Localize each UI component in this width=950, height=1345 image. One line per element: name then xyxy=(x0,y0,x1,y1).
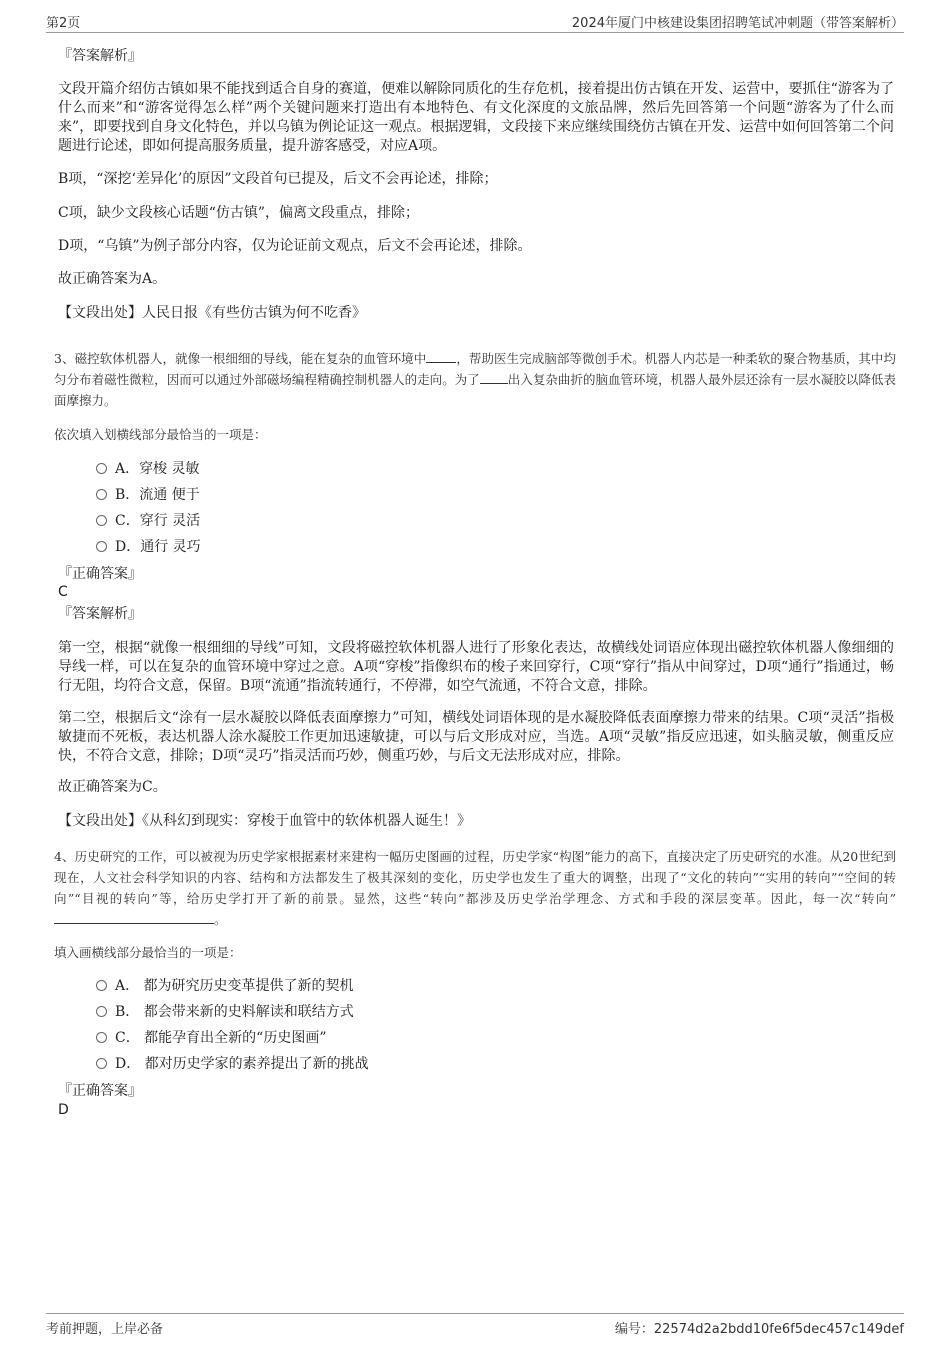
radio-button-icon[interactable] xyxy=(96,980,107,991)
option-c[interactable]: C．穿行 灵活 xyxy=(96,512,200,530)
analysis-paragraph: D项，“乌镇”为例子部分内容，仅为论证前文观点，后文不会再论述，排除。 xyxy=(58,238,532,254)
answer-blank xyxy=(54,912,214,924)
radio-button-icon[interactable] xyxy=(96,541,107,552)
option-b[interactable]: B．流通 便于 xyxy=(96,486,200,504)
radio-button-icon[interactable] xyxy=(96,1058,107,1069)
page-number: 第2页 xyxy=(46,16,81,31)
correct-answer-label: 『正确答案』 xyxy=(58,566,142,582)
analysis-paragraph: C项，缺少文段核心话题“仿古镇”，偏离文段重点，排除； xyxy=(58,205,420,221)
question-4-prompt: 填入画横线部分最恰当的一项是： xyxy=(54,945,242,960)
analysis-paragraph: 第一空，根据“就像一根细细的导线”可知，文段将磁控软体机器人进行了形象化表达，故横线处词语应体现出磁控软体机器人像细细的导线一样，可以在复杂的血管环境中穿过之意。A项“穿梭”指像织布的梭子来回穿行，C项“穿行”指从中间穿过，D项“通行”指通过，畅行无阻，均符合文意，保留。B项“流通”指流转通行，不停滞，如空气流通，不符合文意，排除。 xyxy=(58,640,894,694)
document-title: 2024年厦门中核建设集团招聘笔试冲刺题（带答案解析） xyxy=(571,16,904,31)
radio-button-icon[interactable] xyxy=(96,463,107,474)
question-3-prompt: 依次填入划横线部分最恰当的一项是： xyxy=(54,427,267,442)
radio-button-icon[interactable] xyxy=(96,1006,107,1017)
page-header xyxy=(46,12,904,33)
source-citation: 【文段出处】人民日报《有些仿古镇为何不吃香》 xyxy=(58,305,366,321)
radio-button-icon[interactable] xyxy=(96,489,107,500)
correct-answer: D xyxy=(58,1102,69,1118)
page-footer xyxy=(46,1313,904,1336)
correct-answer-label: 『正确答案』 xyxy=(58,1083,142,1099)
option-b[interactable]: B． 都会带来新的史料解读和联结方式 xyxy=(96,1003,354,1021)
question-4-text: 4、历史研究的工作，可以被视为历史学家根据素材来建构一幅历史图画的过程，历史学家“构图”能力的高下，直接决定了历史研究的水准。从20世纪到现在，人文社会科学知识的内容、结构和方法都发生了极其深刻的变化，历史学也发生了重大的调整，出现了“文化的转向”“实用的转向”“空间的转向”“目视的转向”等，给历史学打开了新的前景。显然，这些“转向”都涉及历史学治学理念、方式和手段的深层变革。因此，每一次“转向”。 xyxy=(54,849,896,927)
analysis-paragraph: 第二空，根据后文“涂有一层水凝胶以降低表面摩擦力”可知，横线处词语体现的是水凝胶降低表面摩擦力带来的结果。C项“灵活”指极敏捷而不死板，表达机器人涂水凝胶工作更加迅速敏捷，可以与后文形成对应，当选。A项“灵敏”指反应迅速，如头脑灵敏，侧重反应快，不符合文意，排除；D项“灵巧”指灵活而巧妙，侧重巧妙，与后文无法形成对应，排除。 xyxy=(58,710,894,764)
analysis-paragraph: B项，“深挖‘差异化’的原因”文段首句已提及，后文不会再论述，排除； xyxy=(58,171,498,187)
answer-conclusion: 故正确答案为C。 xyxy=(58,779,167,795)
option-a[interactable]: A．穿梭 灵敏 xyxy=(96,460,200,478)
radio-button-icon[interactable] xyxy=(96,515,107,526)
answer-conclusion: 故正确答案为A。 xyxy=(58,271,167,287)
source-citation: 【文段出处】《从科幻到现实：穿梭于血管中的软体机器人诞生！》 xyxy=(58,813,471,829)
footer-slogan: 考前押题，上岸必备 xyxy=(46,1322,164,1337)
answer-blank xyxy=(426,351,456,363)
option-d[interactable]: D．通行 灵巧 xyxy=(96,538,201,556)
option-a[interactable]: A． 都为研究历史变革提供了新的契机 xyxy=(96,977,354,995)
answer-blank xyxy=(480,372,508,384)
document-id: 编号：22574d2a2bdd10fe6f5dec457c149def xyxy=(614,1322,904,1337)
analysis-paragraph: 文段开篇介绍仿古镇如果不能找到适合自身的赛道，便难以解除同质化的生存危机，接着提出仿古镇在开发、运营中，要抓住“游客为了什么而来”和“游客觉得怎么样”两个关键问题来打造出有本地特色、有文化深度的文旅品牌，然后先回答第一个问题“游客为了什么而来”，即要找到自身文化特色，并以乌镇为例论证这一观点。根据逻辑，文段接下来应继续围绕仿古镇在开发、运营中如何回答第二个问题进行论述，即如何提高服务质量，提升游客感受，对应A项。 xyxy=(58,81,894,154)
analysis-label: 『答案解析』 xyxy=(58,48,142,64)
option-c[interactable]: C． 都能孕育出全新的“历史图画” xyxy=(96,1029,326,1047)
option-d[interactable]: D． 都对历史学家的素养提出了新的挑战 xyxy=(96,1055,369,1073)
question-3-text: 3、磁控软体机器人，就像一根细细的导线，能在复杂的血管环境中 ，帮助医生完成脑部等微创手术。机器人内芯是一种柔软的聚合物基质，其中均匀分布着磁性微粒，因而可以通过外部磁场编程精确控制机器人的走向。为了 出入复杂曲折的脑血管环境，机器人最外层还涂有一层水凝胶以降低表面摩擦力。 xyxy=(54,351,896,408)
radio-button-icon[interactable] xyxy=(96,1032,107,1043)
correct-answer: C xyxy=(58,584,68,600)
analysis-label: 『答案解析』 xyxy=(58,606,142,622)
